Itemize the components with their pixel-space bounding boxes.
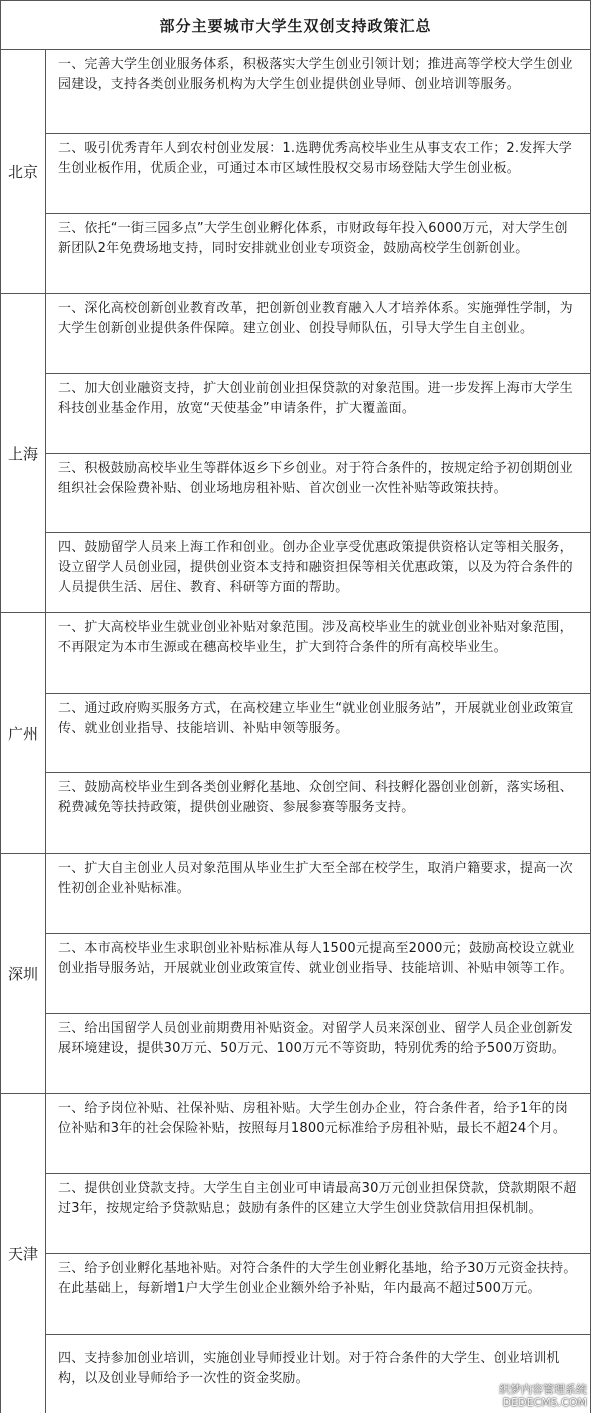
policy-cell: 一、深化高校创新创业教育改革，把创新创业教育融入人才培养体系。实施弹性学制，为大学生创新创业提供条件保障。建立创业、创投导师队伍，引导大学生自主创业。: [46, 294, 591, 374]
policy-cell: 二、本市高校毕业生求职创业补贴标准从每人1500元提高至2000元；鼓励高校设立就业创业指导服务站，开展就业创业政策宣传、就业创业指导、技能培训、补贴申领等工作。: [46, 934, 591, 1014]
policy-cell: 三、给出国留学人员创业前期费用补贴资金。对留学人员来深创业、留学人员企业创新发展环境建设，提供30万元、50万元、100万元不等资助，特别优秀的给予500万资助。: [46, 1014, 591, 1094]
policy-cell: 二、通过政府购买服务方式，在高校建立毕业生“就业创业服务站”，开展就业创业政策宣传、就业创业指导、技能培训、补贴申领等服务。: [46, 694, 591, 773]
policy-cell: 三、积极鼓励高校毕业生等群体返乡下乡创业。对于符合条件的，按规定给予初创期创业组织社会保险费补贴、创业场地房租补贴、首次创业一次性补贴等政策扶持。: [46, 454, 591, 533]
city-label-shenzhen: 深圳: [0, 854, 46, 1094]
policy-cell: 三、依托“一街三园多点”大学生创业孵化体系，市财政每年投入6000万元，对大学生创新团队2年免费场地支持，同时安排就业创业专项资金，鼓励高校学生创新创业。: [46, 214, 591, 294]
policy-cell: 三、给予创业孵化基地补贴。对符合条件的大学生创业孵化基地，给予30万元资金扶持。在此基础上，每新增1户大学生创业企业额外给予补贴，年内最高不超过500万元。: [46, 1254, 591, 1335]
policy-cell: 四、支持参加创业培训，实施创业导师授业计划。对于符合条件的大学生、创业培训机构，以及创业导师给予一次性的资金奖励。: [46, 1335, 591, 1413]
watermark-line2: DEDECMS.COM: [502, 1396, 587, 1409]
policy-cell: 一、扩大自主创业人员对象范围从毕业生扩大至全部在校学生，取消户籍要求，提高一次性初创企业补贴标准。: [46, 854, 591, 934]
city-label-shanghai: 上海: [0, 294, 46, 613]
policy-cell: 一、扩大高校毕业生就业创业补贴对象范围。涉及高校毕业生的就业创业补贴对象范围，不再限定为本市生源或在穗高校毕业生，扩大到符合条件的所有高校毕业生。: [46, 613, 591, 694]
policy-cell: 二、加大创业融资支持，扩大创业前创业担保贷款的对象范围。进一步发挥上海市大学生科技创业基金作用，放宽“天使基金”申请条件，扩大覆盖面。: [46, 374, 591, 454]
policy-cell: 二、吸引优秀青年人到农村创业发展：1.选聘优秀高校毕业生从事支农工作；2.发挥大学生创业板作用，优质企业，可通过本市区域性股权交易市场登陆大学生创业板。: [46, 134, 591, 214]
watermark: [499, 1383, 587, 1409]
policy-cell: 二、提供创业贷款支持。大学生自主创业可申请最高30万元创业担保贷款，贷款期限不超过3年，按规定给予贷款贴息；鼓励有条件的区建立大学生创业贷款信用担保机制。: [46, 1174, 591, 1254]
policy-cell: 一、给予岗位补贴、社保补贴、房租补贴。大学生创办企业，符合条件者，给予1年的岗位补贴和3年的社会保险补贴，按照每月1800元标准给予房租补贴，最长不超24个月。: [46, 1094, 591, 1174]
city-label-guangzhou: 广州: [0, 613, 46, 854]
city-label-beijing: 北京: [0, 50, 46, 294]
policy-cell: 三、鼓励高校毕业生到各类创业孵化基地、众创空间、科技孵化器创业创新，落实场租、税费减免等扶持政策，提供创业融资、参展参赛等服务支持。: [46, 773, 591, 854]
table-title: 部分主要城市大学生双创支持政策汇总: [0, 0, 591, 50]
policy-cell: 一、完善大学生创业服务体系，积极落实大学生创业引领计划；推进高等学校大学生创业园建设，支持各类创业服务机构为大学生创业提供创业导师、创业培训等服务。: [46, 50, 591, 134]
policy-cell: 四、鼓励留学人员来上海工作和创业。创办企业享受优惠政策提供资格认定等相关服务，设立留学人员创业园，提供创业资本支持和融资担保等相关优惠政策，以及为符合条件的人员提供生活、居住、教育、科研等方面的帮助。: [46, 533, 591, 613]
watermark-line1: 织梦内容管理系统: [499, 1383, 587, 1396]
city-label-tianjin: 天津: [0, 1094, 46, 1413]
